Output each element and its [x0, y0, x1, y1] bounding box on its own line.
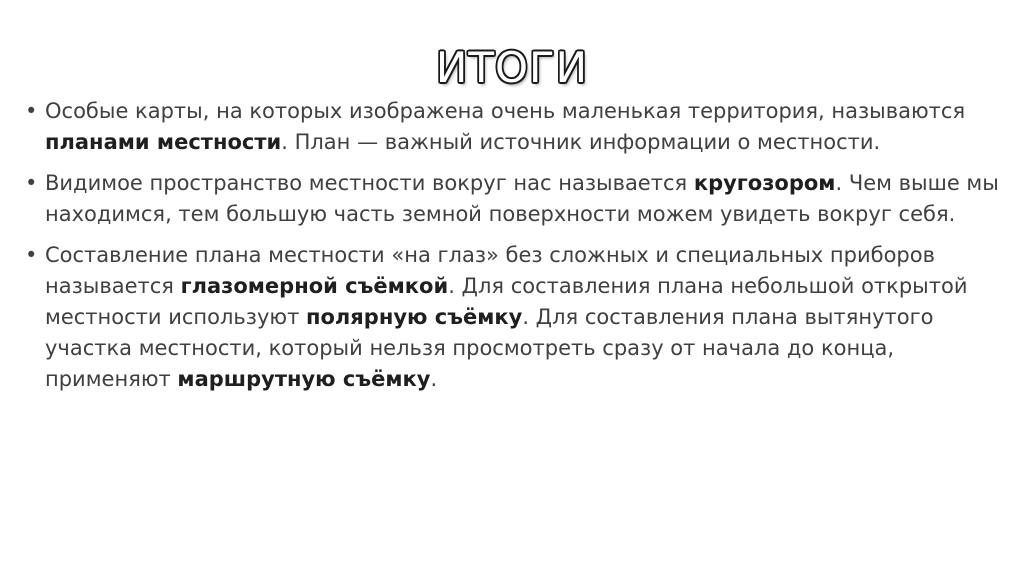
bullet-dot-icon: • — [25, 243, 38, 267]
bullet-text: Составление плана местности «на глаз» без сложных и специальных приборов называется — [45, 243, 935, 298]
bold-term: кругозором — [693, 171, 836, 195]
bullet-text: Особые карты, на которых изображена очень маленькая территория, называются — [45, 99, 966, 123]
slide-title: ИТОГИ — [435, 43, 589, 92]
bullet-text: . Для составления плана вытянутого участка местности, который нельзя просмотреть сразу от начала до конца, применяют — [45, 305, 934, 391]
bullet-dot-icon: • — [25, 171, 38, 195]
bullet-text: . Чем выше мы находимся, тем большую часть земной поверхности можем увидеть вокруг себя. — [45, 171, 999, 226]
bullet-item-plans — [25, 96, 1000, 158]
bullet-text: Видимое пространство местности вокруг нас называется — [45, 171, 694, 195]
bullet-text: . — [430, 367, 438, 391]
bold-term: маршрутную съёмку — [177, 367, 431, 391]
bold-term: глазомерной съёмкой — [180, 274, 449, 298]
bullet-text: . Для составления плана небольшой открытой местности используют — [45, 274, 968, 329]
bold-term: планами местности — [45, 130, 282, 154]
bullet-item-survey — [25, 240, 1000, 395]
bullet-dot-icon: • — [25, 99, 38, 123]
bold-term: полярную съёмку — [305, 305, 523, 329]
bullet-text: . План — важный источник информации о местности. — [281, 130, 881, 154]
bullet-list — [25, 96, 1000, 405]
bullet-item-horizon — [25, 168, 1000, 230]
